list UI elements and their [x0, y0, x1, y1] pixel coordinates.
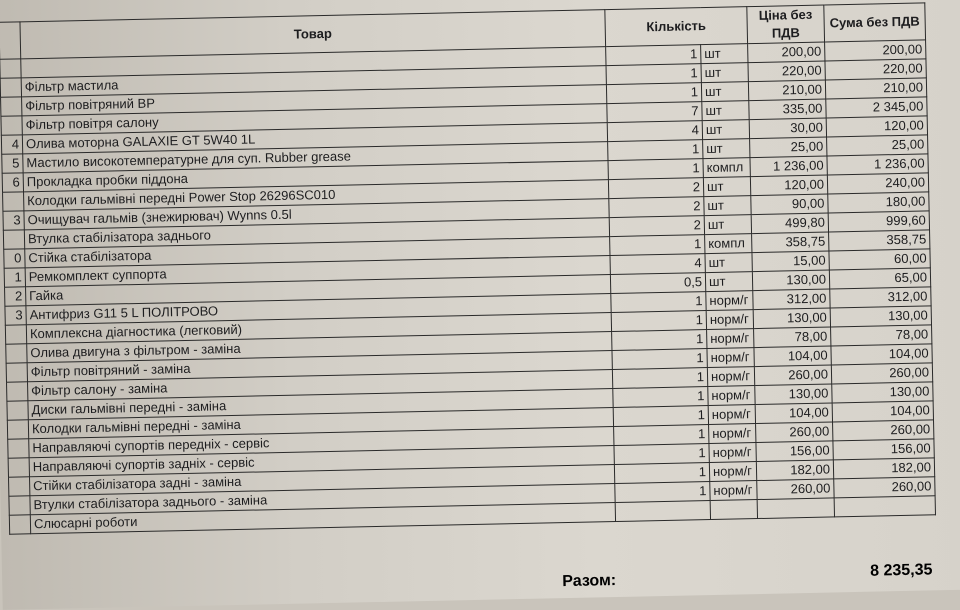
- cell-price: 104,00: [755, 403, 832, 424]
- cell-num: [8, 458, 29, 477]
- cell-price: 30,00: [749, 118, 826, 139]
- cell-qty: 1: [611, 311, 706, 332]
- cell-unit: шт: [701, 44, 748, 64]
- cell-num: 6: [2, 173, 23, 192]
- cell-unit: шт: [704, 196, 751, 216]
- cell-name: Гайка: [26, 275, 611, 306]
- cell-num: [7, 401, 28, 420]
- invoice-table: [0, 2, 936, 534]
- cell-unit: норм/г: [708, 386, 755, 406]
- cell-num: [5, 325, 26, 344]
- cell-num: [3, 230, 24, 249]
- cell-num: [0, 78, 21, 97]
- cell-qty: 1: [612, 368, 707, 389]
- cell-qty: 7: [607, 102, 702, 123]
- cell-price: 130,00: [753, 308, 830, 329]
- cell-name: Антифриз G11 5 L ПОЛІТРОВО: [26, 294, 611, 325]
- cell-price: 499,80: [751, 213, 828, 234]
- col-num: [0, 22, 21, 59]
- cell-qty: 1: [608, 140, 703, 161]
- cell-price: 90,00: [751, 194, 828, 215]
- cell-price: 120,00: [750, 175, 827, 196]
- cell-name: Олива моторна GALAXIE GT 5W40 1L: [22, 123, 607, 154]
- cell-unit: компл: [703, 158, 750, 178]
- cell-unit: норм/г: [707, 348, 754, 368]
- cell-price: 182,00: [756, 460, 833, 481]
- cell-qty: 1: [611, 292, 706, 313]
- cell-unit: норм/г: [707, 367, 754, 387]
- cell-name: Комплексна діагностика (легковий): [26, 313, 611, 344]
- cell-sum: 130,00: [832, 382, 933, 403]
- cell-num: [9, 515, 30, 534]
- cell-qty: [615, 501, 710, 522]
- cell-unit: шт: [702, 120, 749, 140]
- cell-price: 156,00: [756, 441, 833, 462]
- cell-sum: 156,00: [833, 439, 934, 460]
- cell-unit: норм/г: [708, 405, 755, 425]
- cell-name: Направляючі супортів задніх - сервіс: [29, 446, 614, 477]
- cell-qty: 1: [614, 425, 709, 446]
- cell-name: Мастило високотемпературне для суп. Rubber grease: [23, 142, 608, 173]
- cell-num: [9, 496, 30, 515]
- cell-price: 335,00: [749, 99, 826, 120]
- cell-sum: 2 345,00: [826, 97, 927, 118]
- cell-num: [8, 477, 29, 496]
- cell-qty: 1: [614, 463, 709, 484]
- cell-name: Фільтр салону - заміна: [28, 370, 613, 401]
- cell-qty: 1: [608, 159, 703, 180]
- cell-sum: 25,00: [827, 135, 928, 156]
- cell-price: 260,00: [754, 365, 831, 386]
- cell-num: [1, 116, 22, 135]
- cell-sum: 180,00: [828, 192, 929, 213]
- cell-price: 78,00: [754, 327, 831, 348]
- cell-num: [6, 344, 27, 363]
- cell-name: Прокладка пробки піддона: [23, 161, 608, 192]
- cell-sum: 312,00: [830, 287, 931, 308]
- cell-sum: [834, 496, 935, 517]
- cell-unit: норм/г: [709, 424, 756, 444]
- cell-name: Колодки гальмівні передні Power Stop 26296SC010: [24, 180, 609, 211]
- cell-qty: 1: [613, 406, 708, 427]
- cell-sum: 130,00: [830, 306, 931, 327]
- cell-qty: 1: [610, 235, 705, 256]
- cell-sum: 104,00: [832, 401, 933, 422]
- cell-price: [757, 498, 834, 519]
- cell-unit: шт: [701, 63, 748, 83]
- cell-unit: норм/г: [706, 310, 753, 330]
- cell-name: Колодки гальмівні передні - заміна: [28, 408, 613, 439]
- cell-name: Втулка стабілізатора заднього: [24, 218, 609, 249]
- cell-qty: 1: [612, 349, 707, 370]
- cell-sum: 999,60: [828, 211, 929, 232]
- cell-num: [6, 363, 27, 382]
- cell-sum: 260,00: [833, 420, 934, 441]
- cell-unit: компл: [705, 234, 752, 254]
- cell-unit: [710, 500, 757, 520]
- cell-price: 358,75: [752, 232, 829, 253]
- cell-name: Диски гальмівні передні - заміна: [28, 389, 613, 420]
- cell-num: 0: [4, 249, 25, 268]
- cell-sum: 220,00: [825, 59, 926, 80]
- cell-num: [3, 192, 24, 211]
- cell-name: Фільтр мастила: [21, 66, 606, 97]
- cell-sum: 200,00: [825, 40, 926, 61]
- cell-name: Стійка стабілізатора: [25, 237, 610, 268]
- cell-qty: 2: [609, 216, 704, 237]
- cell-price: 130,00: [752, 270, 829, 291]
- cell-price: 260,00: [757, 479, 834, 500]
- cell-sum: 1 236,00: [827, 154, 928, 175]
- cell-sum: 78,00: [831, 325, 932, 346]
- cell-name: Слюсарні роботи: [30, 503, 615, 534]
- cell-qty: 0,5: [610, 273, 705, 294]
- cell-num: 3: [3, 211, 24, 230]
- cell-sum: 358,75: [829, 230, 930, 251]
- cell-sum: 182,00: [833, 458, 934, 479]
- cell-num: [0, 59, 21, 78]
- cell-price: 210,00: [748, 80, 825, 101]
- cell-price: 312,00: [753, 289, 830, 310]
- total-value: 8 235,35: [869, 561, 933, 580]
- cell-sum: 260,00: [834, 477, 935, 498]
- col-sum: Сума без ПДВ: [824, 3, 926, 42]
- cell-unit: шт: [701, 82, 748, 102]
- col-quantity: Кількість: [605, 7, 748, 47]
- cell-unit: норм/г: [707, 329, 754, 349]
- col-product: Товар: [20, 10, 606, 59]
- cell-unit: шт: [702, 101, 749, 121]
- cell-unit: норм/г: [710, 481, 757, 501]
- cell-qty: 2: [608, 178, 703, 199]
- cell-sum: 210,00: [825, 78, 926, 99]
- col-price: Ціна без ПДВ: [747, 5, 825, 44]
- cell-qty: 1: [606, 83, 701, 104]
- cell-name: Фільтр повітряний - заміна: [27, 351, 612, 382]
- cell-qty: 1: [612, 330, 707, 351]
- cell-price: 1 236,00: [750, 156, 827, 177]
- cell-num: 1: [4, 268, 25, 287]
- cell-num: 2: [5, 287, 26, 306]
- cell-unit: шт: [705, 272, 752, 292]
- cell-unit: шт: [705, 253, 752, 273]
- total-label: Разом:: [562, 572, 617, 591]
- cell-unit: норм/г: [706, 291, 753, 311]
- cell-num: 5: [2, 154, 23, 173]
- cell-qty: 1: [613, 387, 708, 408]
- cell-sum: 60,00: [829, 249, 930, 270]
- cell-price: 104,00: [754, 346, 831, 367]
- cell-num: [1, 97, 22, 116]
- cell-price: 260,00: [756, 422, 833, 443]
- cell-sum: 65,00: [829, 268, 930, 289]
- cell-name: Фільтр повітря салону: [22, 104, 607, 135]
- cell-price: 220,00: [748, 61, 825, 82]
- cell-name: Очищувач гальмів (знежирювач) Wynns 0.5l: [24, 199, 609, 230]
- cell-unit: шт: [703, 177, 750, 197]
- cell-num: 4: [1, 135, 22, 154]
- cell-unit: норм/г: [709, 443, 756, 463]
- cell-unit: шт: [704, 215, 751, 235]
- cell-name: Олива двигуна з фільтром - заміна: [27, 332, 612, 363]
- cell-price: 15,00: [752, 251, 829, 272]
- cell-qty: 4: [607, 121, 702, 142]
- cell-name: Фільтр повітряний ВР: [22, 85, 607, 116]
- cell-price: 25,00: [750, 137, 827, 158]
- invoice-rows: [0, 40, 935, 534]
- cell-num: [8, 439, 29, 458]
- cell-unit: шт: [703, 139, 750, 159]
- cell-sum: 240,00: [827, 173, 928, 194]
- cell-name: Ремкомплект суппорта: [25, 256, 610, 287]
- cell-sum: 260,00: [831, 363, 932, 384]
- cell-qty: 2: [609, 197, 704, 218]
- cell-name: Стійки стабілізатора задні - заміна: [29, 465, 614, 496]
- cell-num: 3: [5, 306, 26, 325]
- cell-price: 200,00: [748, 42, 825, 63]
- cell-name: Направляючі супортів передніх - сервіс: [29, 427, 614, 458]
- cell-unit: норм/г: [709, 462, 756, 482]
- cell-qty: 4: [610, 254, 705, 275]
- cell-name: Втулки стабілізатора заднього - заміна: [30, 484, 615, 515]
- cell-qty: 1: [615, 482, 710, 503]
- cell-price: 130,00: [755, 384, 832, 405]
- cell-sum: 120,00: [826, 116, 927, 137]
- cell-qty: 1: [606, 64, 701, 85]
- cell-qty: 1: [606, 45, 701, 66]
- cell-sum: 104,00: [831, 344, 932, 365]
- cell-num: [7, 382, 28, 401]
- cell-num: [7, 420, 28, 439]
- cell-qty: 1: [614, 444, 709, 465]
